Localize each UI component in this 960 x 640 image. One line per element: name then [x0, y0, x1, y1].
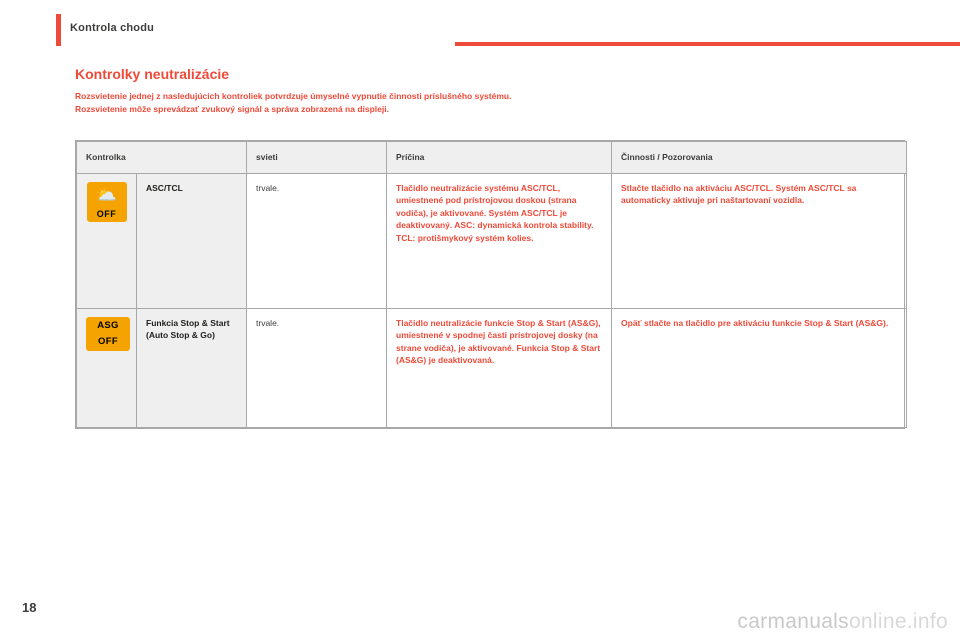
row-action: Opäť stlačte na tlačidlo pre aktiváciu funkcie Stop & Start (AS&G). [612, 308, 907, 427]
row-name: ASC/TCL [137, 173, 247, 308]
page-title: Kontrola chodu [70, 22, 155, 34]
watermark [737, 610, 948, 634]
section-intro [75, 90, 835, 116]
row-cause: Tlačidlo neutralizácie funkcie Stop & Start (AS&G), umiestnené v spodnej časti prístrojovej dosky (na strane vodiča), je aktivované. Funkcia Stop & Start (AS&G) je deaktivovaná. [387, 308, 612, 427]
intro-line-1: Rozsvietenie jednej z nasledujúcich kontroliek potvrdzuje úmyselné vypnutie činnosti príslušného systému. [75, 91, 512, 101]
table-row [77, 173, 907, 308]
row-light-state: trvale. [247, 173, 387, 308]
watermark-suffix: online.info [848, 610, 948, 633]
column-header-svieti: svieti [247, 142, 387, 174]
asc-tcl-off-icon [77, 173, 137, 308]
section-title: Kontrolky neutralizácie [75, 66, 230, 82]
asc-tcl-icon-label: OFF [96, 208, 117, 219]
stop-and-start-off-icon [77, 308, 137, 427]
header-accent-right [455, 42, 960, 46]
column-header-pricina: Príčina [387, 142, 612, 174]
stop-and-start-icon-label: OFF [98, 335, 118, 347]
header-accent-left [56, 14, 61, 46]
page-number: 18 [22, 600, 37, 615]
column-header-cinnosti: Činnosti / Pozorovania [612, 142, 907, 174]
row-action: Stlačte tlačidlo na aktiváciu ASC/TCL. Systém ASC/TCL sa automaticky aktivuje pri naštartovaní vozidla. [612, 173, 907, 308]
table-header-row [77, 142, 907, 174]
watermark-main: carmanuals [737, 610, 849, 633]
warning-lights-table [75, 140, 905, 429]
row-light-state: trvale. [247, 308, 387, 427]
row-name: Funkcia Stop & Start (Auto Stop & Go) [137, 308, 247, 427]
row-cause: Tlačidlo neutralizácie systému ASC/TCL, umiestnené pod prístrojovou doskou (strana vodiča), je aktivované. Systém ASC/TCL je deaktivovaný. ASC: dynamická kontrola stability. TCL: protišmykový systém kolies. [387, 173, 612, 308]
intro-line-2: Rozsvietenie môže sprevádzať zvukový signál a správa zobrazená na displeji. [75, 104, 389, 114]
stop-and-start-icon-symbol: ASG [97, 319, 119, 331]
table-row [77, 308, 907, 427]
column-header-kontrolka: Kontrolka [77, 142, 247, 174]
asc-tcl-icon-symbol: ⛅ [95, 184, 118, 204]
page-header [0, 14, 960, 48]
